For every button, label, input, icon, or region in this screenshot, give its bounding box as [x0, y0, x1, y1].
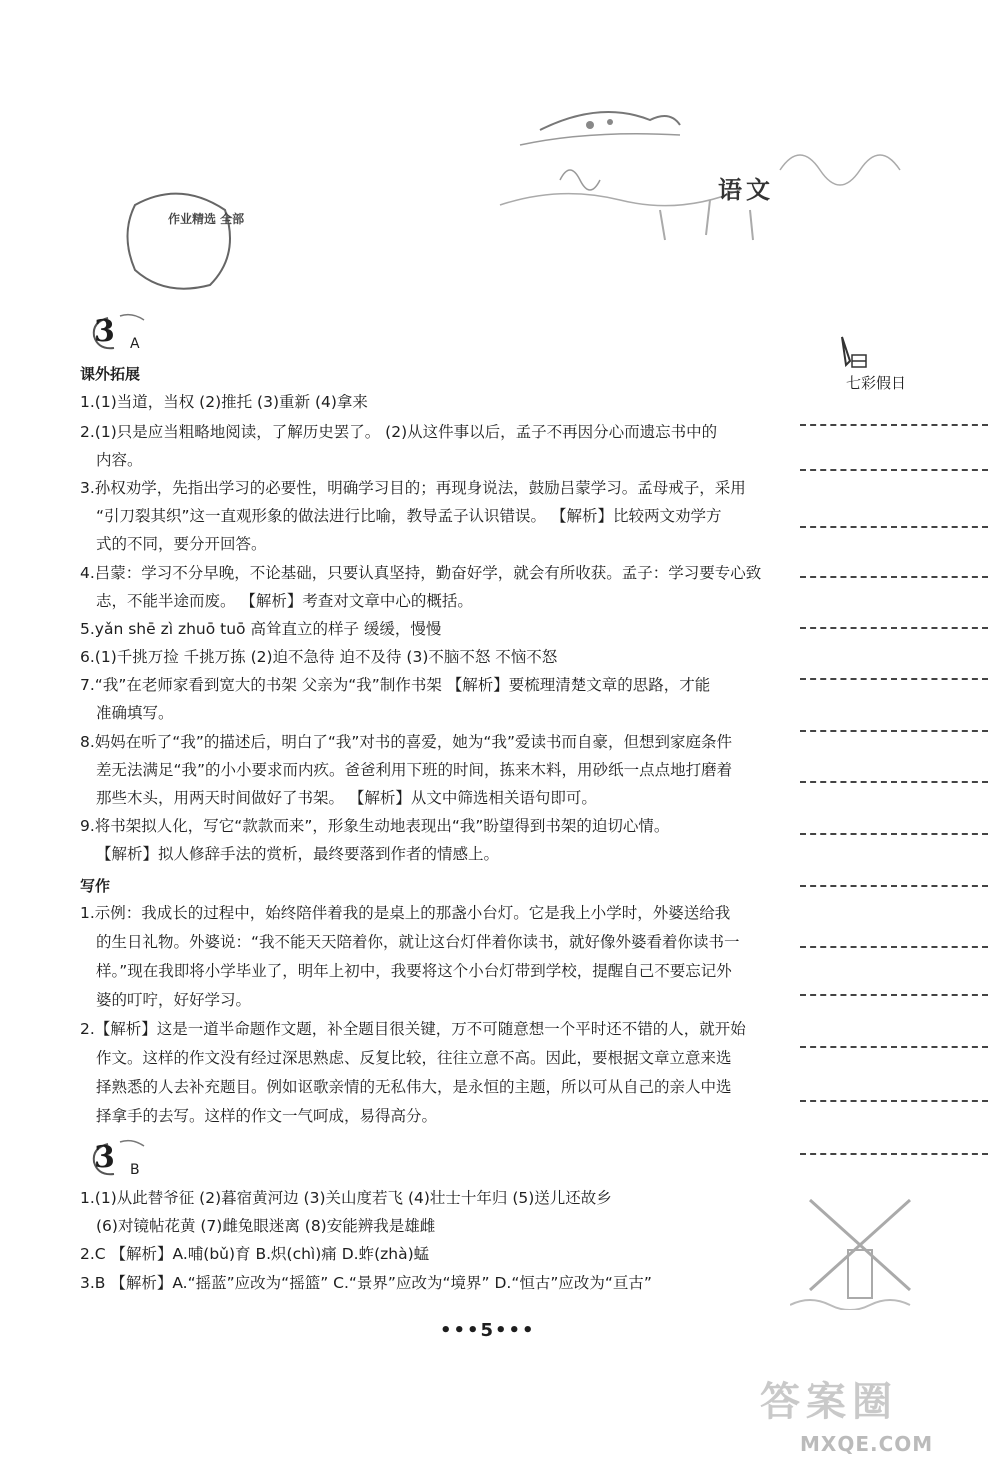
section-b-badge	[88, 1138, 148, 1180]
answer-line: 5.yǎn shē zì zhuō tuō 高耸直立的样子 缓缓，慢慢	[80, 620, 442, 638]
note-line	[800, 627, 988, 629]
answer-line: 6.(1)千挑万捡 千挑万拣 (2)迫不急待 迫不及待 (3)不脑不怒 不恼不怒	[80, 648, 558, 666]
answer-line: 那些木头，用两天时间做好了书架。 【解析】从文中筛选相关语句即可。	[96, 789, 597, 807]
answer-line: 志，不能半途而废。 【解析】考查对文章中心的概括。	[96, 592, 473, 610]
note-line	[800, 885, 988, 887]
pen-icon	[838, 335, 878, 371]
watermark-logo: 答案圈	[760, 1379, 898, 1425]
note-line	[800, 994, 988, 996]
answer-line: 1.示例：我成长的过程中，始终陪伴着我的是桌上的那盏小台灯。它是我上小学时，外婆送给我	[80, 904, 731, 922]
answer-line: 2.(1)只是应当粗略地阅读，了解历史罢了。 (2)从这件事以后，孟子不再因分心而遗忘书中的	[80, 423, 718, 441]
answer-line: 差无法满足“我”的小小要求而内疚。爸爸利用下班的时间，拣来木料，用砂纸一点点地打磨着	[96, 761, 733, 779]
note-line	[800, 576, 988, 578]
stamp-icon	[120, 185, 240, 295]
header-decoration	[480, 90, 940, 250]
answer-line: 8.妈妈在听了“我”的描述后，明白了“我”对书的喜爱，她为“我”爱读书而自豪，但想到家庭条件	[80, 733, 732, 751]
note-line	[800, 1153, 988, 1155]
note-line	[800, 946, 988, 948]
subject-title: 语文	[718, 175, 774, 204]
answer-line: 7.“我”在老师家看到宽大的书架 父亲为“我”制作书架 【解析】要梳理清楚文章的思路，才能	[80, 676, 711, 694]
answer-line: “引刀裂其织”这一直观形象的做法进行比喻，教导孟子认识错误。 【解析】比较两文劝学方	[96, 507, 722, 525]
answer-line: 样。”现在我即将小学毕业了，明年上初中，我要将这个小台灯带到学校，提醒自己不要忘记外	[96, 962, 732, 980]
section-b-number: 3	[94, 1140, 115, 1175]
answer-line: 择熟悉的人去补充题目。例如讴歌亲情的无私伟大，是永恒的主题，所以可从自己的亲人中选	[96, 1078, 732, 1096]
watermark-url: MXQE.COM	[800, 1432, 934, 1456]
answer-line: 作文。这样的作文没有经过深思熟虑、反复比较，往往立意不高。因此，要根据文章立意来选	[96, 1049, 732, 1067]
note-line	[800, 526, 988, 528]
heading-writing: 写作	[80, 877, 111, 895]
windmill-icon	[790, 1190, 930, 1310]
answer-line: 9.将书架拟人化，写它“款款而来”，形象生动地表现出“我”盼望得到书架的迫切心情。	[80, 817, 670, 835]
note-line	[800, 730, 988, 732]
section-a-number: 3	[94, 314, 115, 349]
answer-line: (6)对镜帖花黄 (7)雌兔眼迷离 (8)安能辨我是雄雌	[96, 1217, 436, 1235]
page-number: •••5•••	[440, 1320, 536, 1341]
answer-line: 择拿手的去写。这样的作文一气呵成，易得高分。	[96, 1107, 438, 1125]
answer-line: 3.B 【解析】A.“摇蓝”应改为“摇篮” C.“景界”应改为“境界” D.“恒古”应改为“亘古”	[80, 1274, 652, 1292]
answer-line: 2.【解析】这是一道半命题作文题，补全题目很关键，万不可随意想一个平时还不错的人，就开始	[80, 1020, 746, 1038]
note-line	[800, 1100, 988, 1102]
answer-line: 婆的叮咛，好好学习。	[96, 991, 252, 1009]
answer-line: 3.孙权劝学，先指出学习的必要性，明确学习目的；再现身说法，鼓励吕蒙学习。孟母戒子，采用	[80, 479, 746, 497]
note-line	[800, 469, 988, 471]
section-a-letter: A	[130, 336, 140, 352]
note-line	[800, 1046, 988, 1048]
answer-line: 【解析】拟人修辞手法的赏析，最终要落到作者的情感上。	[96, 845, 500, 863]
answer-line: 1.(1)当道，当权 (2)推托 (3)重新 (4)拿来	[80, 393, 368, 411]
heading-extracurricular: 课外拓展	[80, 365, 141, 383]
answer-line: 1.(1)从此替爷征 (2)暮宿黄河边 (3)关山度若飞 (4)壮士十年归 (5)送儿还故乡	[80, 1189, 612, 1207]
sidebar-title: 七彩假日	[846, 374, 907, 392]
note-line	[800, 424, 988, 426]
answer-line: 的生日礼物。外婆说：“我不能天天陪着你，就让这台灯伴着你读书，就好像外婆看着你读书一	[96, 933, 740, 951]
answer-line: 内容。	[96, 451, 143, 469]
answer-line: 2.C 【解析】A.哺(bǔ)育 B.炽(chì)痛 D.蚱(zhà)蜢	[80, 1245, 430, 1263]
note-line	[800, 678, 988, 680]
section-b-letter: B	[130, 1162, 140, 1178]
note-line	[800, 781, 988, 783]
section-a-badge	[88, 312, 148, 354]
note-line	[800, 833, 988, 835]
answer-line: 准确填写。	[96, 704, 174, 722]
answer-line: 4.吕蒙：学习不分早晚，不论基础，只要认真坚持，勤奋好学，就会有所收获。孟子：学习要专心致	[80, 564, 762, 582]
answer-line: 式的不同，要分开回答。	[96, 535, 267, 553]
stamp-text: 作业精选 全部	[168, 212, 245, 226]
